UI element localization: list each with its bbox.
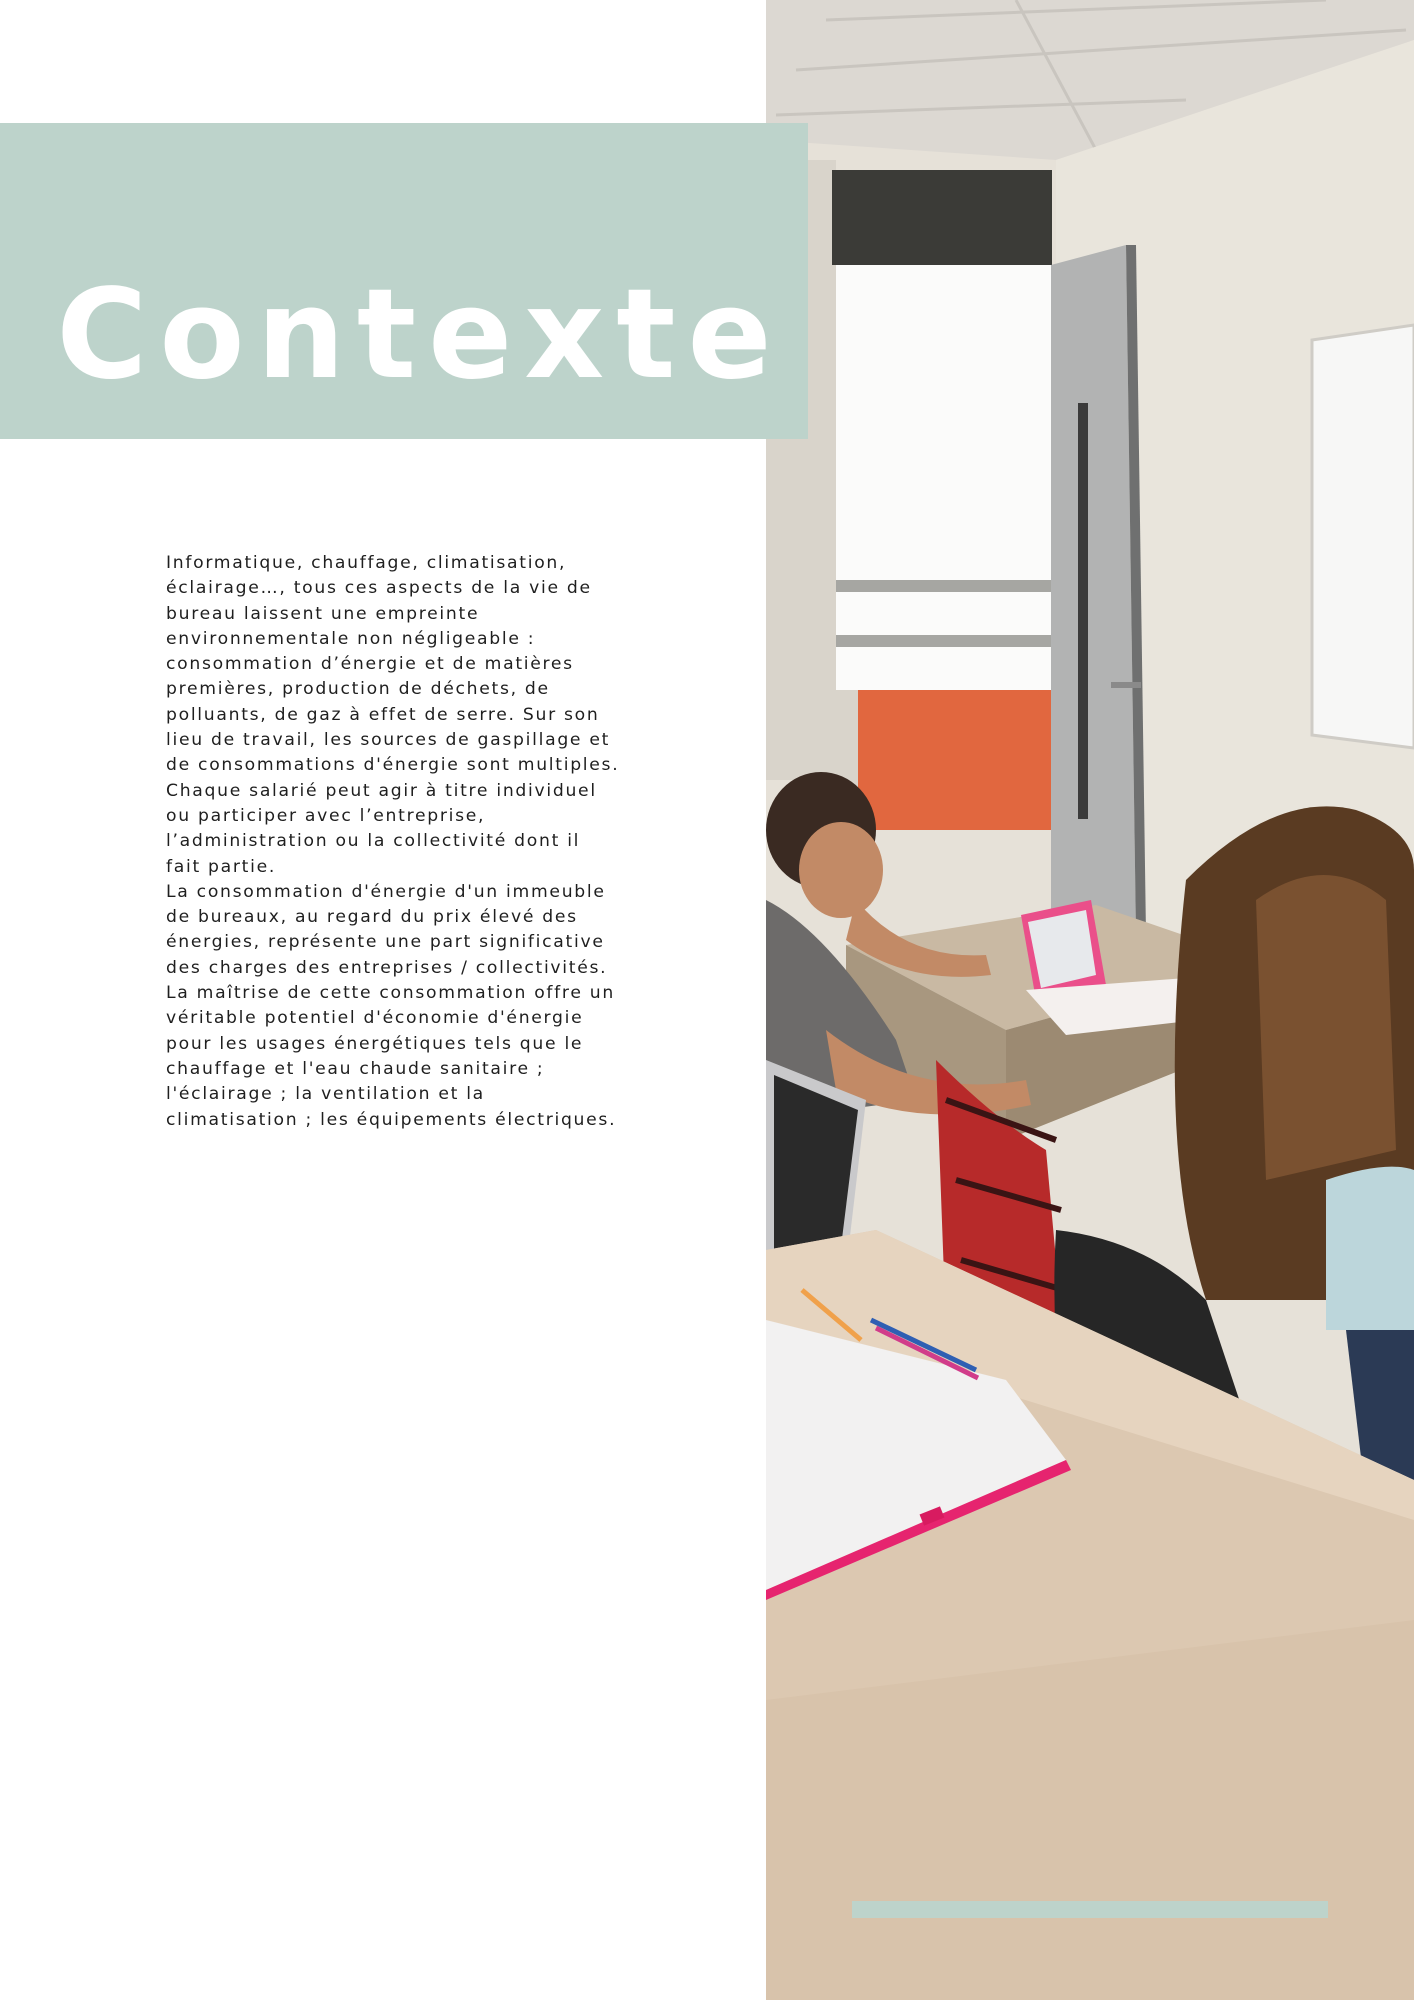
- body-text: [166, 551, 621, 1133]
- accent-bar: [852, 1901, 1328, 1918]
- paragraph: La consommation d'énergie d'un immeuble de bureaux, au regard du prix élevé des énergies, représente une part significative des charges des entreprises / collectivités. La maîtrise de cette consommation offre un véritable potentiel d'économie d'énergie pour les usages énergétiques tels que le chauffage et l'eau chaude sanitaire ; l'éclairage ; la ventilation et la climatisation ; les équipements électriques.: [166, 881, 617, 1130]
- classroom-photo: [766, 0, 1414, 2000]
- paragraph: Informatique, chauffage, climatisation, éclairage…, tous ces aspects de la vie de bureau laissent une empreinte environnementale non négligeable : consommation d’énergie et de matières premières, production de déchets, de polluants, de gaz à effet de serre. Sur son lieu de travail, les sources de gaspillage et de consommations d'énergie sont multiples. Chaque salarié peut agir à titre individuel ou participer avec l’entreprise, l’administration ou la collectivité dont il fait partie.: [166, 553, 620, 877]
- page-title: Contexte: [56, 263, 784, 408]
